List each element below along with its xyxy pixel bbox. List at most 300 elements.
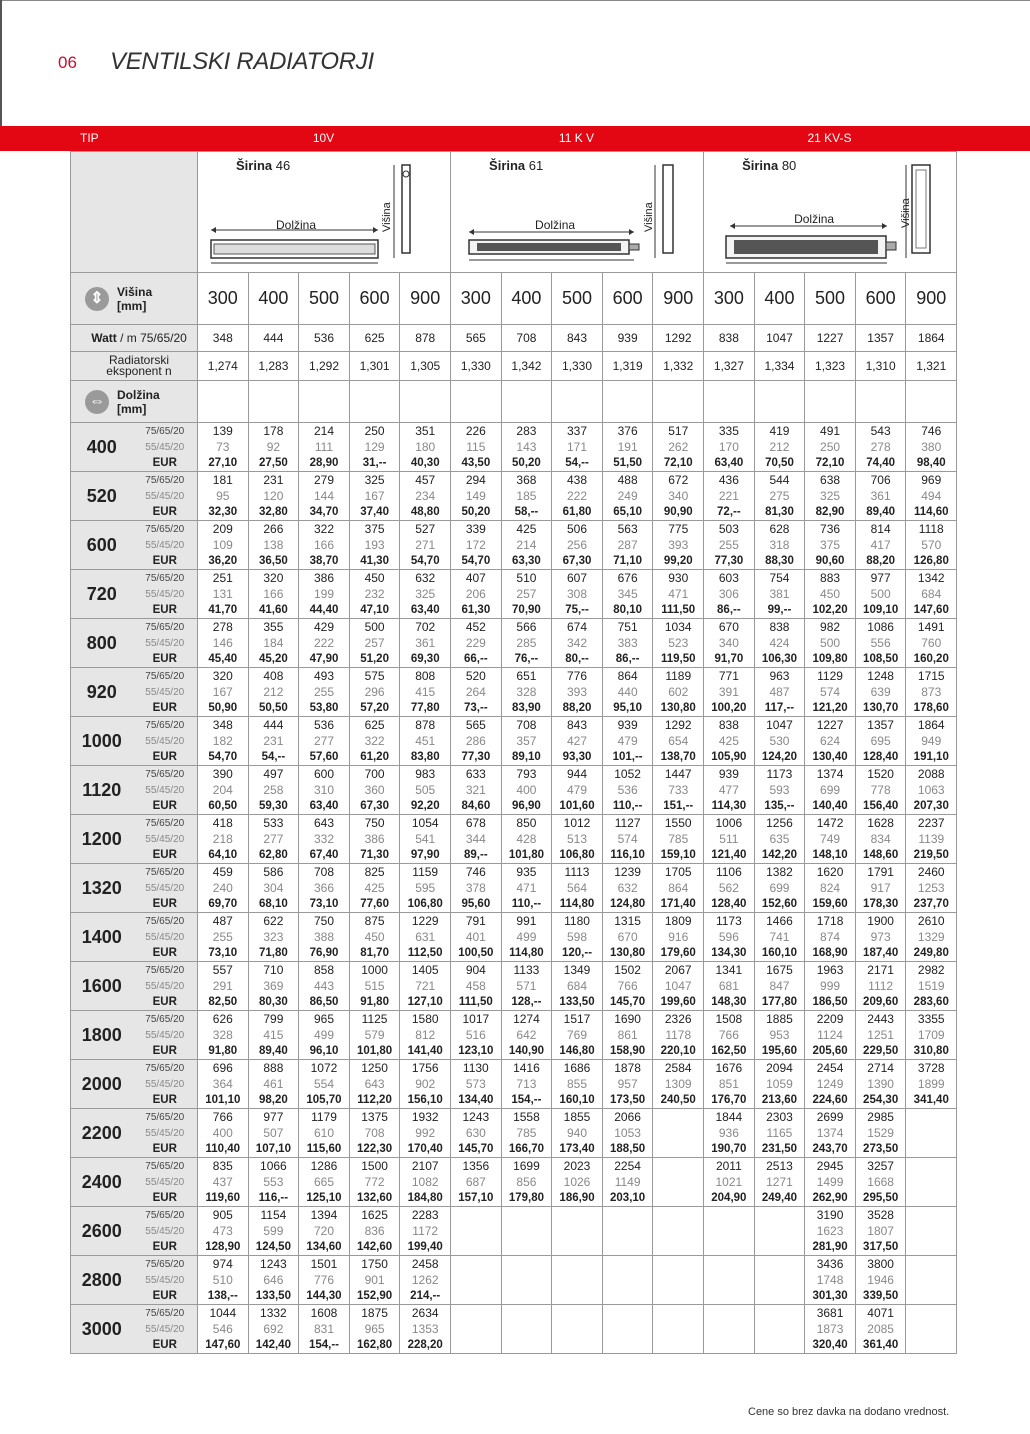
dolzina-blank-cell bbox=[754, 381, 805, 423]
watt-75-cell: 575 bbox=[349, 668, 400, 685]
height-cell: 400 bbox=[501, 273, 552, 325]
watt-75-cell: 544 bbox=[754, 472, 805, 489]
price-cell: 57,60 bbox=[299, 749, 350, 766]
price-cell: 73,10 bbox=[198, 945, 249, 962]
watt-75-cell: 1315 bbox=[602, 913, 653, 930]
watt-55-cell: 1709 bbox=[906, 1027, 957, 1043]
watt-75-cell: 3528 bbox=[855, 1207, 906, 1224]
watt-55-cell: 1059 bbox=[754, 1076, 805, 1092]
price-cell: 50,90 bbox=[198, 700, 249, 717]
height-cell: 400 bbox=[754, 273, 805, 325]
price-cell: 154,-- bbox=[299, 1337, 350, 1354]
price-cell: 44,40 bbox=[299, 602, 350, 619]
price-cell: 115,60 bbox=[299, 1141, 350, 1158]
price-cell: 173,40 bbox=[552, 1141, 603, 1158]
price-cell: 59,30 bbox=[248, 798, 299, 815]
length-row bbox=[71, 1207, 957, 1224]
length-row-eur bbox=[71, 1337, 957, 1354]
watt-75-cell: 808 bbox=[400, 668, 451, 685]
watt-55-cell: 1309 bbox=[653, 1076, 704, 1092]
watt-75-cell: 1229 bbox=[400, 913, 451, 930]
price-cell: 36,50 bbox=[248, 553, 299, 570]
watt-75-cell: 500 bbox=[349, 619, 400, 636]
exponent-cell: 1,327 bbox=[704, 352, 755, 381]
watt-55-cell: 556 bbox=[855, 635, 906, 651]
watt-75-cell: 1466 bbox=[754, 913, 805, 930]
watt-55-cell: 321 bbox=[451, 782, 502, 798]
watt-55-cell: 264 bbox=[451, 684, 502, 700]
watt-75-cell: 320 bbox=[198, 668, 249, 685]
watt-55-cell: 450 bbox=[349, 929, 400, 945]
length-value: 2400 bbox=[71, 1158, 133, 1207]
page-frame-left bbox=[0, 0, 2, 128]
watt-55-cell: 393 bbox=[552, 684, 603, 700]
price-cell: 152,60 bbox=[754, 896, 805, 913]
watt-55-cell: 507 bbox=[248, 1125, 299, 1141]
dolzina-blank-cell bbox=[855, 381, 906, 423]
price-cell: 101,80 bbox=[501, 847, 552, 864]
watt-55-cell: 598 bbox=[552, 929, 603, 945]
price-cell: 116,10 bbox=[602, 847, 653, 864]
watt-75-cell: 643 bbox=[299, 815, 350, 832]
watt-75-cell: 736 bbox=[805, 521, 856, 538]
watt-55-cell: 400 bbox=[501, 782, 552, 798]
watt-75-cell: 3257 bbox=[855, 1158, 906, 1175]
currency-label: EUR bbox=[133, 1092, 198, 1109]
watt-75-cell: 1130 bbox=[451, 1060, 502, 1077]
price-cell: 41,70 bbox=[198, 602, 249, 619]
price-cell: 186,90 bbox=[552, 1190, 603, 1207]
visina-row-label bbox=[71, 273, 198, 325]
length-row bbox=[71, 570, 957, 587]
condition-label: 55/45/20 bbox=[133, 1076, 198, 1092]
price-cell: 204,90 bbox=[704, 1190, 755, 1207]
watt-cell: 1292 bbox=[653, 325, 704, 352]
watt-55-cell: 831 bbox=[299, 1321, 350, 1337]
watt-75-cell bbox=[501, 1207, 552, 1224]
price-cell: 91,80 bbox=[349, 994, 400, 1011]
watt-55-cell: 222 bbox=[299, 635, 350, 651]
watt-75-cell: 1113 bbox=[552, 864, 603, 881]
price-cell: 130,80 bbox=[602, 945, 653, 962]
page-number: 06 bbox=[58, 53, 77, 72]
length-row-eur bbox=[71, 455, 957, 472]
price-cell: 91,80 bbox=[198, 1043, 249, 1060]
currency-label: EUR bbox=[133, 1190, 198, 1207]
length-value: 1120 bbox=[71, 766, 133, 815]
watt-75-cell: 335 bbox=[704, 423, 755, 440]
watt-75-cell: 1179 bbox=[299, 1109, 350, 1126]
watt-75-cell: 710 bbox=[248, 962, 299, 979]
price-cell: 134,40 bbox=[451, 1092, 502, 1109]
watt-55-cell: 415 bbox=[248, 1027, 299, 1043]
price-cell: 114,60 bbox=[906, 504, 957, 521]
price-cell: 199,40 bbox=[400, 1239, 451, 1256]
watt-75-cell: 2513 bbox=[754, 1158, 805, 1175]
watt-75-cell: 2011 bbox=[704, 1158, 755, 1175]
watt-55-cell: 92 bbox=[248, 439, 299, 455]
watt-75-cell: 1227 bbox=[805, 717, 856, 734]
watt-75-cell: 339 bbox=[451, 521, 502, 538]
price-cell: 109,10 bbox=[855, 602, 906, 619]
length-value: 2200 bbox=[71, 1109, 133, 1158]
price-cell: 88,20 bbox=[552, 700, 603, 717]
length-row bbox=[71, 1256, 957, 1273]
price-cell: 148,10 bbox=[805, 847, 856, 864]
watt-55-cell: 318 bbox=[754, 537, 805, 553]
watt-55-cell: 461 bbox=[248, 1076, 299, 1092]
price-cell bbox=[906, 1190, 957, 1207]
length-row-eur bbox=[71, 1190, 957, 1207]
watt-55-cell: 1165 bbox=[754, 1125, 805, 1141]
price-cell: 339,50 bbox=[855, 1288, 906, 1305]
watt-55-cell: 1374 bbox=[805, 1125, 856, 1141]
watt-55-cell: 553 bbox=[248, 1174, 299, 1190]
watt-75-cell: 493 bbox=[299, 668, 350, 685]
price-cell: 160,10 bbox=[754, 945, 805, 962]
watt-55-cell: 471 bbox=[501, 880, 552, 896]
condition-label: 55/45/20 bbox=[133, 978, 198, 994]
watt-55-cell: 473 bbox=[198, 1223, 249, 1239]
length-row bbox=[71, 815, 957, 832]
watt-55-cell: 1112 bbox=[855, 978, 906, 994]
price-cell: 162,50 bbox=[704, 1043, 755, 1060]
watt-55-cell: 256 bbox=[552, 537, 603, 553]
price-cell: 159,60 bbox=[805, 896, 856, 913]
price-cell: 97,90 bbox=[400, 847, 451, 864]
watt-55-cell: 1899 bbox=[906, 1076, 957, 1092]
price-cell: 43,50 bbox=[451, 455, 502, 472]
watt-75-cell: 226 bbox=[451, 423, 502, 440]
watt-75-cell bbox=[501, 1305, 552, 1322]
watt-75-cell: 2237 bbox=[906, 815, 957, 832]
watt-55-cell bbox=[653, 1223, 704, 1239]
length-value: 400 bbox=[71, 423, 133, 472]
currency-label: EUR bbox=[133, 651, 198, 668]
condition-label: 55/45/20 bbox=[133, 439, 198, 455]
watt-75-cell: 1885 bbox=[754, 1011, 805, 1028]
watt-75-cell: 1292 bbox=[653, 717, 704, 734]
price-cell bbox=[501, 1288, 552, 1305]
price-cell: 214,-- bbox=[400, 1288, 451, 1305]
watt-75-cell: 1000 bbox=[349, 962, 400, 979]
price-cell: 152,90 bbox=[349, 1288, 400, 1305]
length-row bbox=[71, 1158, 957, 1175]
watt-cell: 536 bbox=[299, 325, 350, 352]
price-cell: 105,90 bbox=[704, 749, 755, 766]
watt-75-cell: 3728 bbox=[906, 1060, 957, 1077]
watt-55-cell: 428 bbox=[501, 831, 552, 847]
watt-75-cell: 2945 bbox=[805, 1158, 856, 1175]
condition-label: 55/45/20 bbox=[133, 880, 198, 896]
watt-55-cell: 684 bbox=[906, 586, 957, 602]
watt-75-cell: 1012 bbox=[552, 815, 603, 832]
price-cell: 68,10 bbox=[248, 896, 299, 913]
watt-55-cell bbox=[451, 1272, 502, 1288]
watt-55-cell: 654 bbox=[653, 733, 704, 749]
watt-55-cell: 1668 bbox=[855, 1174, 906, 1190]
length-row-eur bbox=[71, 847, 957, 864]
watt-55-cell: 812 bbox=[400, 1027, 451, 1043]
watt-55-cell: 345 bbox=[602, 586, 653, 602]
watt-55-cell: 1249 bbox=[805, 1076, 856, 1092]
price-cell bbox=[451, 1288, 502, 1305]
watt-55-cell: 375 bbox=[805, 537, 856, 553]
price-cell: 50,50 bbox=[248, 700, 299, 717]
watt-75-cell: 1129 bbox=[805, 668, 856, 685]
watt-55-cell: 632 bbox=[602, 880, 653, 896]
watt-75-cell: 766 bbox=[198, 1109, 249, 1126]
watt-55-cell: 593 bbox=[754, 782, 805, 798]
watt-55-cell: 275 bbox=[754, 488, 805, 504]
length-row-55 bbox=[71, 1027, 957, 1043]
watt-75-cell: 2458 bbox=[400, 1256, 451, 1273]
watt-75-cell: 626 bbox=[198, 1011, 249, 1028]
condition-label: 55/45/20 bbox=[133, 684, 198, 700]
price-cell: 75,-- bbox=[552, 602, 603, 619]
length-row-eur bbox=[71, 504, 957, 521]
currency-label: EUR bbox=[133, 945, 198, 962]
watt-55-cell: 635 bbox=[754, 831, 805, 847]
price-cell: 100,20 bbox=[704, 700, 755, 717]
watt-55-cell: 323 bbox=[248, 929, 299, 945]
watt-75-cell: 3355 bbox=[906, 1011, 957, 1028]
watt-75-cell: 503 bbox=[704, 521, 755, 538]
watt-55-cell: 1946 bbox=[855, 1272, 906, 1288]
price-cell: 119,60 bbox=[198, 1190, 249, 1207]
visina-label: Višina bbox=[900, 198, 913, 228]
height-cell: 900 bbox=[653, 273, 704, 325]
condition-label: 75/65/20 bbox=[133, 1109, 198, 1126]
watt-55-cell: 546 bbox=[198, 1321, 249, 1337]
watt-55-cell: 749 bbox=[805, 831, 856, 847]
watt-75-cell bbox=[704, 1207, 755, 1224]
exponent-label-line2: eksponent n bbox=[106, 364, 172, 378]
watt-75-cell: 1686 bbox=[552, 1060, 603, 1077]
price-cell: 86,50 bbox=[299, 994, 350, 1011]
price-cell: 89,40 bbox=[248, 1043, 299, 1060]
length-row bbox=[71, 1305, 957, 1322]
watt-75-cell: 1472 bbox=[805, 815, 856, 832]
watt-55-cell: 999 bbox=[805, 978, 856, 994]
price-cell: 73,-- bbox=[451, 700, 502, 717]
condition-label: 75/65/20 bbox=[133, 619, 198, 636]
diagram-21kvs bbox=[704, 152, 957, 273]
currency-label: EUR bbox=[133, 847, 198, 864]
watt-75-cell: 878 bbox=[400, 717, 451, 734]
watt-75-cell: 1416 bbox=[501, 1060, 552, 1077]
watt-55-cell: 111 bbox=[299, 439, 350, 455]
price-cell: 144,30 bbox=[299, 1288, 350, 1305]
price-cell: 254,30 bbox=[855, 1092, 906, 1109]
watt-55-cell: 1262 bbox=[400, 1272, 451, 1288]
watt-55-cell: 131 bbox=[198, 586, 249, 602]
watt-55-cell: 595 bbox=[400, 880, 451, 896]
price-cell: 195,60 bbox=[754, 1043, 805, 1060]
price-cell: 96,90 bbox=[501, 798, 552, 815]
watt-75-cell: 939 bbox=[704, 766, 755, 783]
watt-55-cell: 1499 bbox=[805, 1174, 856, 1190]
price-cell: 114,80 bbox=[501, 945, 552, 962]
dolzina-blank-cell bbox=[501, 381, 552, 423]
watt-75-cell: 814 bbox=[855, 521, 906, 538]
watt-75-cell: 1394 bbox=[299, 1207, 350, 1224]
price-cell: 34,70 bbox=[299, 504, 350, 521]
watt-75-cell: 1256 bbox=[754, 815, 805, 832]
watt-55-cell bbox=[906, 1125, 957, 1141]
watt-row bbox=[71, 325, 957, 352]
watt-75-cell bbox=[653, 1158, 704, 1175]
watt-55-cell bbox=[552, 1223, 603, 1239]
watt-75-cell: 1715 bbox=[906, 668, 957, 685]
price-cell: 133,50 bbox=[552, 994, 603, 1011]
watt-75-cell: 2985 bbox=[855, 1109, 906, 1126]
length-value: 1000 bbox=[71, 717, 133, 766]
price-cell: 58,-- bbox=[501, 504, 552, 521]
price-cell: 105,70 bbox=[299, 1092, 350, 1109]
watt-75-cell: 565 bbox=[451, 717, 502, 734]
watt-75-cell: 266 bbox=[248, 521, 299, 538]
watt-55-cell: 146 bbox=[198, 635, 249, 651]
price-cell: 273,50 bbox=[855, 1141, 906, 1158]
price-cell: 249,40 bbox=[754, 1190, 805, 1207]
watt-75-cell: 3800 bbox=[855, 1256, 906, 1273]
price-cell: 88,20 bbox=[855, 553, 906, 570]
price-cell bbox=[906, 1239, 957, 1256]
length-row-eur bbox=[71, 553, 957, 570]
watt-75-cell: 1750 bbox=[349, 1256, 400, 1273]
watt-55-cell bbox=[552, 1272, 603, 1288]
condition-label: 55/45/20 bbox=[133, 1125, 198, 1141]
watt-55-cell: 530 bbox=[754, 733, 805, 749]
length-value: 1600 bbox=[71, 962, 133, 1011]
price-cell: 67,40 bbox=[299, 847, 350, 864]
watt-55-cell: 646 bbox=[248, 1272, 299, 1288]
price-cell: 76,-- bbox=[501, 651, 552, 668]
watt-55-cell: 513 bbox=[552, 831, 603, 847]
watt-55-cell: 708 bbox=[349, 1125, 400, 1141]
price-cell: 41,30 bbox=[349, 553, 400, 570]
watt-75-cell: 746 bbox=[906, 423, 957, 440]
watt-55-cell: 340 bbox=[704, 635, 755, 651]
watt-75-cell: 139 bbox=[198, 423, 249, 440]
watt-55-cell: 760 bbox=[906, 635, 957, 651]
watt-55-cell: 231 bbox=[248, 733, 299, 749]
watt-75-cell: 2303 bbox=[754, 1109, 805, 1126]
price-cell bbox=[754, 1337, 805, 1354]
watt-55-cell: 1082 bbox=[400, 1174, 451, 1190]
watt-75-cell: 1189 bbox=[653, 668, 704, 685]
length-row bbox=[71, 1109, 957, 1126]
watt-75-cell: 676 bbox=[602, 570, 653, 587]
watt-55-cell: 713 bbox=[501, 1076, 552, 1092]
price-cell: 228,20 bbox=[400, 1337, 451, 1354]
length-row bbox=[71, 423, 957, 440]
watt-75-cell: 368 bbox=[501, 472, 552, 489]
footer-note: Cene so brez davka na dodano vrednost. bbox=[748, 1406, 950, 1418]
price-cell: 47,90 bbox=[299, 651, 350, 668]
price-cell: 191,10 bbox=[906, 749, 957, 766]
price-cell: 207,30 bbox=[906, 798, 957, 815]
watt-75-cell: 419 bbox=[754, 423, 805, 440]
watt-75-cell: 864 bbox=[602, 668, 653, 685]
watt-55-cell: 383 bbox=[602, 635, 653, 651]
price-cell: 112,50 bbox=[400, 945, 451, 962]
watt-75-cell: 459 bbox=[198, 864, 249, 881]
watt-55-cell: 425 bbox=[704, 733, 755, 749]
watt-75-cell: 1676 bbox=[704, 1060, 755, 1077]
watt-75-cell: 1864 bbox=[906, 717, 957, 734]
watt-55-cell bbox=[754, 1223, 805, 1239]
visina-unit: [mm] bbox=[117, 298, 147, 313]
price-cell bbox=[704, 1239, 755, 1256]
currency-label: EUR bbox=[133, 602, 198, 619]
watt-55-cell bbox=[501, 1223, 552, 1239]
price-cell: 99,20 bbox=[653, 553, 704, 570]
price-cell: 69,30 bbox=[400, 651, 451, 668]
watt-55-cell: 665 bbox=[299, 1174, 350, 1190]
watt-55-cell: 602 bbox=[653, 684, 704, 700]
dolzina-blank-cell bbox=[805, 381, 856, 423]
watt-75-cell: 1118 bbox=[906, 521, 957, 538]
watt-75-cell: 825 bbox=[349, 864, 400, 881]
length-row bbox=[71, 1060, 957, 1077]
sirina-value: 46 bbox=[275, 158, 291, 173]
price-cell: 157,10 bbox=[451, 1190, 502, 1207]
price-cell: 36,20 bbox=[198, 553, 249, 570]
price-cell: 224,60 bbox=[805, 1092, 856, 1109]
length-row-55 bbox=[71, 831, 957, 847]
watt-75-cell bbox=[653, 1207, 704, 1224]
length-row-55 bbox=[71, 1076, 957, 1092]
height-cell: 400 bbox=[248, 273, 299, 325]
watt-75-cell: 1159 bbox=[400, 864, 451, 881]
price-cell: 295,50 bbox=[855, 1190, 906, 1207]
watt-75-cell: 983 bbox=[400, 766, 451, 783]
condition-label: 55/45/20 bbox=[133, 929, 198, 945]
price-cell: 110,-- bbox=[501, 896, 552, 913]
watt-55-cell: 536 bbox=[602, 782, 653, 798]
length-row-eur bbox=[71, 1141, 957, 1158]
price-cell: 170,40 bbox=[400, 1141, 451, 1158]
watt-75-cell: 1855 bbox=[552, 1109, 603, 1126]
length-row-55 bbox=[71, 537, 957, 553]
watt-75-cell: 325 bbox=[349, 472, 400, 489]
watt-55-cell: 699 bbox=[805, 782, 856, 798]
watt-75-cell: 850 bbox=[501, 815, 552, 832]
price-cell: 50,20 bbox=[451, 504, 502, 521]
watt-75-cell: 1520 bbox=[855, 766, 906, 783]
watt-75-cell: 651 bbox=[501, 668, 552, 685]
dolzina-blank-cell bbox=[299, 381, 350, 423]
price-cell: 130,40 bbox=[805, 749, 856, 766]
visina-label: Višina bbox=[381, 202, 393, 232]
watt-55-cell: 766 bbox=[602, 978, 653, 994]
price-cell: 199,60 bbox=[653, 994, 704, 1011]
price-cell: 71,10 bbox=[602, 553, 653, 570]
condition-label: 55/45/20 bbox=[133, 1321, 198, 1337]
length-row-eur bbox=[71, 945, 957, 962]
watt-55-cell: 185 bbox=[501, 488, 552, 504]
watt-55-cell: 221 bbox=[704, 488, 755, 504]
watt-55-cell: 599 bbox=[248, 1223, 299, 1239]
watt-75-cell: 2610 bbox=[906, 913, 957, 930]
length-row-eur bbox=[71, 700, 957, 717]
condition-label: 55/45/20 bbox=[133, 488, 198, 504]
watt-55-cell: 218 bbox=[198, 831, 249, 847]
watt-55-cell bbox=[906, 1223, 957, 1239]
height-cell: 300 bbox=[198, 273, 249, 325]
